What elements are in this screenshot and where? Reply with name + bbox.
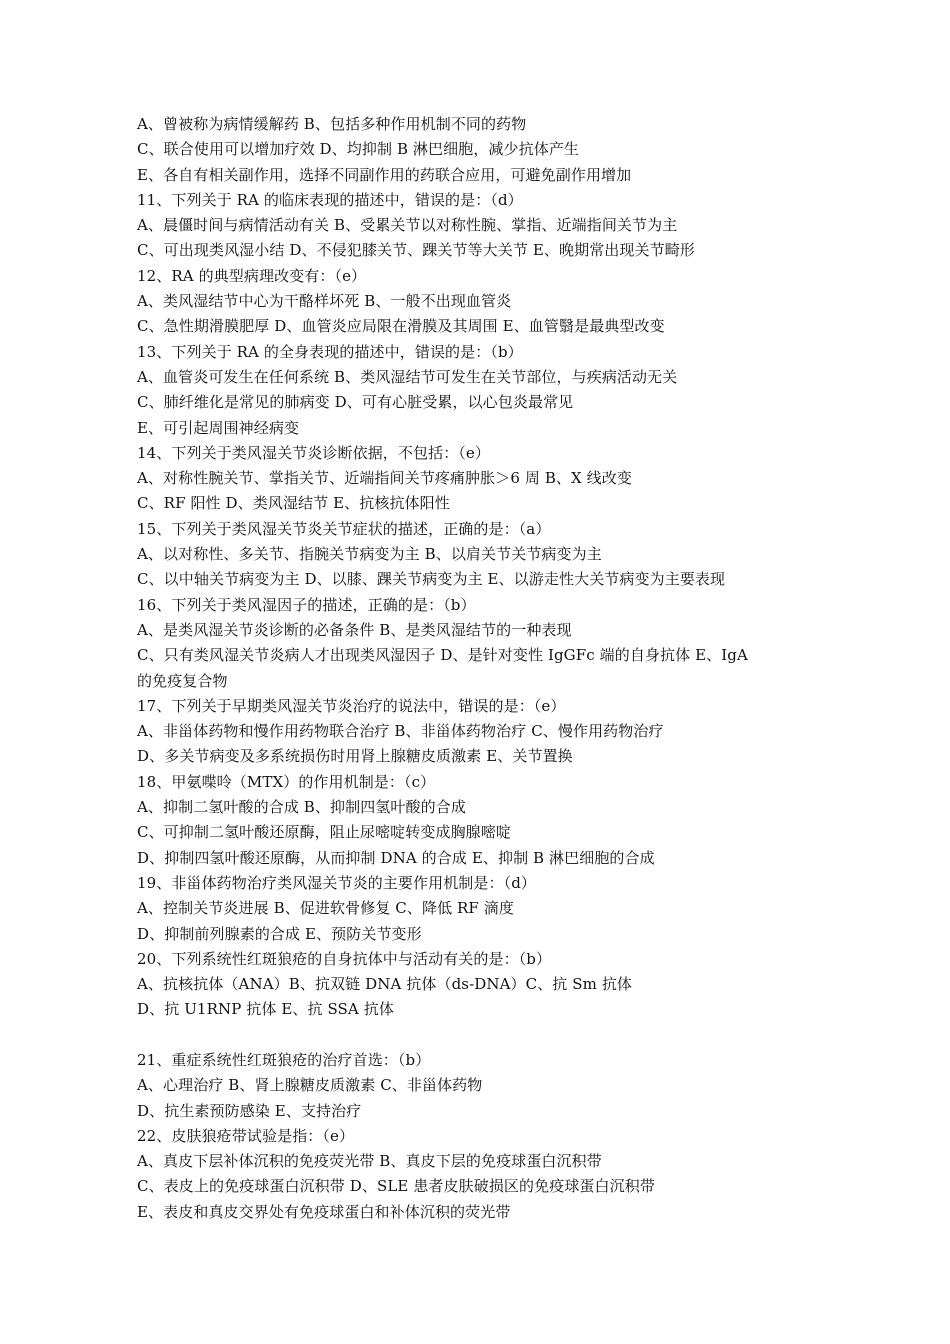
text-line: A、对称性腕关节、掌指关节、近端指间关节疼痛肿胀＞6 周 B、X 线改变 (137, 469, 632, 488)
blank-line (137, 1023, 817, 1048)
text-line: A、抑制二氢叶酸的合成 B、抑制四氢叶酸的合成 (137, 798, 466, 817)
text-line: A、是类风湿关节炎诊断的必备条件 B、是类风湿结节的一种表现 (137, 620, 572, 639)
text-line: C、可出现类风湿小结 D、不侵犯膝关节、踝关节等大关节 E、晚期常出现关节畸形 (137, 241, 695, 260)
text-line: 15、下列关于类风湿关节炎关节症状的描述，正确的是：（a） (137, 519, 551, 538)
text-line: E、各自有相关副作用，选择不同副作用的药联合应用，可避免副作用增加 (137, 165, 632, 184)
text-line: 20、下列系统性红斑狼疮的自身抗体中与活动有关的是：（b） (137, 949, 552, 968)
text-line: C、以中轴关节病变为主 D、以膝、踝关节病变为主 E、以游走性大关节病变为主要表现 (137, 570, 726, 589)
text-line: E、可引起周围神经病变 (137, 418, 300, 437)
text-line: A、血管炎可发生在任何系统 B、类风湿结节可发生在关节部位，与疾病活动无关 (137, 367, 678, 386)
text-line: 16、下列关于类风湿因子的描述，正确的是：（b） (137, 595, 476, 614)
text-line: 14、下列关于类风湿关节炎诊断依据，不包括：（e） (137, 443, 490, 462)
text-line: A、控制关节炎进展 B、促进软骨修复 C、降低 RF 滴度 (137, 899, 515, 918)
text-line: A、非甾体药物和慢作用药物联合治疗 B、非甾体药物治疗 C、慢作用药物治疗 (137, 722, 664, 741)
text-line: D、多关节病变及多系统损伤时用肾上腺糖皮质激素 E、关节置换 (137, 747, 573, 766)
text-line: 18、甲氨喋呤（MTX）的作用机制是：（c） (137, 772, 436, 791)
text-line: D、抑制前列腺素的合成 E、预防关节变形 (137, 924, 422, 943)
text-line: A、曾被称为病情缓解药 B、包括多种作用机制不同的药物 (137, 115, 527, 133)
text-line: E、表皮和真皮交界处有免疫球蛋白和补体沉积的荧光带 (137, 1202, 511, 1221)
text-line: C、肺纤维化是常见的肺病变 D、可有心脏受累，以心包炎最常见 (137, 393, 574, 412)
text-line: A、以对称性、多关节、指腕关节病变为主 B、以肩关节关节病变为主 (137, 545, 602, 564)
text-line: 12、RA 的典型病理改变有：（e） (137, 266, 367, 285)
text-line: D、抗生素预防感染 E、支持治疗 (137, 1101, 362, 1120)
text-line: 19、非甾体药物治疗类风湿关节炎的主要作用机制是：（d） (137, 873, 536, 892)
text-line: 21、重症系统性红斑狼疮的治疗首选：（b） (137, 1050, 431, 1069)
text-line: C、可抑制二氢叶酸还原酶，阻止尿嘧啶转变成胸腺嘧啶 (137, 823, 511, 842)
text-line: C、RF 阳性 D、类风湿结节 E、抗核抗体阳性 (137, 494, 450, 513)
text-line: A、心理治疗 B、肾上腺糖皮质激素 C、非甾体药物 (137, 1076, 483, 1095)
text-line: 的免疫复合物 (137, 671, 228, 690)
text-line: A、抗核抗体（ANA）B、抗双链 DNA 抗体（ds-DNA）C、抗 Sm 抗体 (137, 975, 633, 994)
text-line: C、只有类风湿关节炎病人才出现类风湿因子 D、是针对变性 IgGFc 端的自身抗体 E、IgA (137, 646, 748, 665)
text-line: 13、下列关于 RA 的全身表现的描述中，错误的是：（b） (137, 342, 523, 361)
text-line: 17、下列关于早期类风湿关节炎治疗的说法中，错误的是：（e） (137, 696, 566, 715)
text-line: A、真皮下层补体沉积的免疫荧光带 B、真皮下层的免疫球蛋白沉积带 (137, 1152, 602, 1171)
text-line: C、急性期滑膜肥厚 D、血管炎应局限在滑膜及其周围 E、血管翳是最典型改变 (137, 317, 665, 336)
text-line: D、抗 U1RNP 抗体 E、抗 SSA 抗体 (137, 1000, 394, 1019)
text-line: 11、下列关于 RA 的临床表现的描述中，错误的是：（d） (137, 190, 523, 209)
text-line: D、抑制四氢叶酸还原酶，从而抑制 DNA 的合成 E、抑制 B 淋巴细胞的合成 (137, 848, 655, 867)
text-line: C、表皮上的免疫球蛋白沉积带 D、SLE 患者皮肤破损区的免疫球蛋白沉积带 (137, 1177, 655, 1196)
text-line: 22、皮肤狼疮带试验是指：（e） (137, 1126, 355, 1145)
text-line: C、联合使用可以增加疗效 D、均抑制 B 淋巴细胞，减少抗体产生 (137, 140, 580, 159)
document-page (137, 112, 817, 1225)
text-line: A、晨僵时间与病情活动有关 B、受累关节以对称性腕、掌指、近端指间关节为主 (137, 216, 678, 235)
text-line: A、类风湿结节中心为干酪样坏死 B、一般不出现血管炎 (137, 292, 512, 311)
